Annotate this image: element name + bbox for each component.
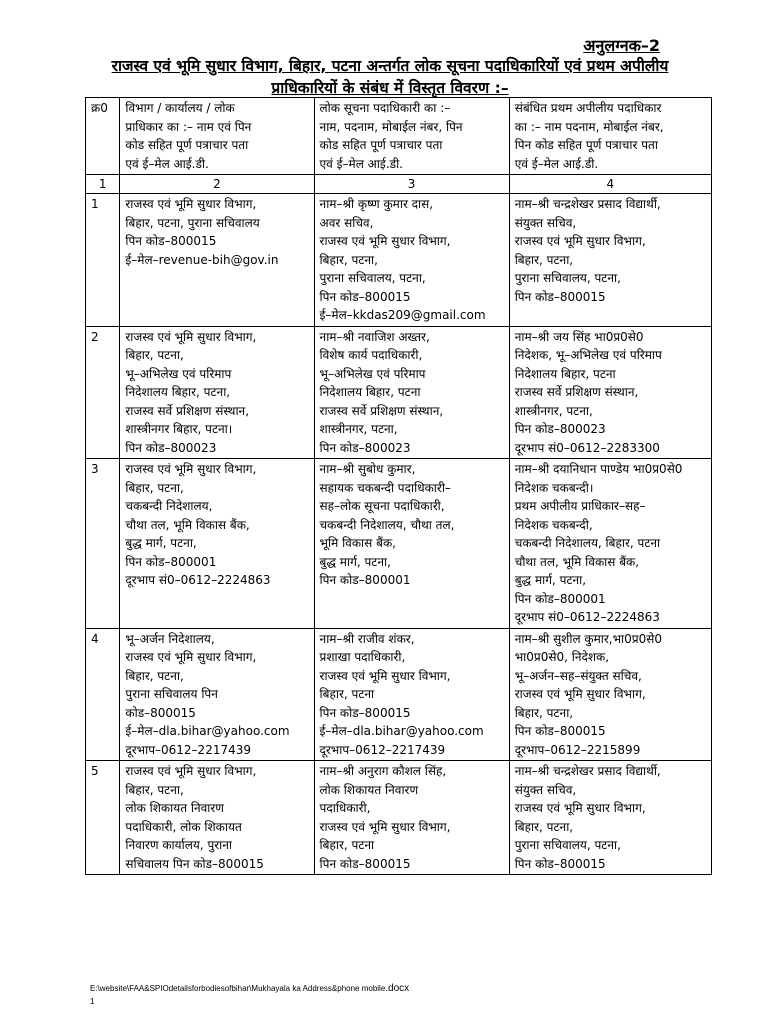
cell-line: राजस्व एवं भूमि सुधार विभाग, <box>319 668 451 683</box>
cell-line: नाम–श्री नवाजिश अख्तर, <box>319 329 430 344</box>
cell-line: बुद्ध मार्ग, पटना, <box>319 554 391 569</box>
cell-line: राजस्व एवं भूमि सुधार विभाग, <box>125 329 257 344</box>
serial-number: 1 <box>86 194 120 327</box>
pio-details-cell <box>314 628 509 761</box>
cell-line: पुराना सचिवालय, पटना, <box>514 838 621 852</box>
table-row <box>86 194 712 327</box>
cell-line: बिहार, पटना <box>319 687 375 701</box>
cell-line: राजस्व एवं भूमि सुधार विभाग, <box>125 462 257 476</box>
cell-line: बिहार, पटना, <box>125 668 184 683</box>
appellate-authority-cell <box>509 459 711 629</box>
cell-line: पुराना सचिवालय, पटना, <box>514 271 621 285</box>
cell-line: ई–मेल–dla.bihar@yahoo.com <box>125 724 290 738</box>
cell-line: शास्त्रीनगर, पटना, <box>319 422 398 436</box>
appellate-authority-cell <box>509 194 711 327</box>
cell-line: पिन कोड सहित पूर्ण पत्राचार पता <box>514 138 658 152</box>
cell-line: बुद्ध मार्ग, पटना, <box>514 573 587 587</box>
column-number: 2 <box>120 175 314 194</box>
serial-number: 5 <box>86 761 120 875</box>
cell-line: पिन कोड–800015 <box>319 289 411 304</box>
cell-line: दूरभाप सं0–0612–2224863 <box>514 610 660 624</box>
pio-details-cell <box>314 761 509 875</box>
cell-line: राजस्व एवं भूमि सुधार विभाग, <box>319 234 451 248</box>
cell-line: पिन कोड–800023 <box>125 440 217 455</box>
cell-line: लोक शिकायत निवारण <box>319 782 419 797</box>
appellate-authority-cell <box>509 628 711 761</box>
cell-line: पिन कोड–800015 <box>125 234 217 248</box>
cell-line: नाम–श्री सुबोध कुमार, <box>319 462 416 476</box>
column-number-row <box>86 175 712 194</box>
header-row <box>86 98 712 175</box>
column-number: 4 <box>509 175 711 194</box>
cell-line: पिन कोड–800015 <box>514 724 606 738</box>
cell-line: चकबन्दी निदेशालय, <box>125 499 213 513</box>
cell-line: शास्त्रीनगर बिहार, पटना। <box>125 422 233 436</box>
cell-line: निदेशालय बिहार, पटना, <box>125 385 231 399</box>
cell-line: नाम–श्री सुशील कुमार,भा0प्र0से0 <box>514 631 663 646</box>
footer-file-path <box>90 983 409 994</box>
cell-line: एवं ई–मेल आई.डी. <box>319 156 403 171</box>
cell-line: चकबन्दी निदेशालय, बिहार, पटना <box>514 536 661 550</box>
cell-line: दूरभाप–0612–2215899 <box>514 742 641 757</box>
cell-line: नाम–श्री चन्द्रशेखर प्रसाद विद्यार्थी, <box>514 197 661 211</box>
cell-line: दूरभाप सं0–0612–2283300 <box>514 440 660 455</box>
cell-line: पदाधिकारी, लोक शिकायत <box>125 819 242 834</box>
serial-number: 2 <box>86 326 120 459</box>
cell-line: बिहार, पटना, <box>514 252 574 267</box>
cell-line: पिन कोड–800023 <box>319 440 411 455</box>
cell-line: क्र0 <box>91 101 108 115</box>
cell-line: दूरभाप–0612–2217439 <box>125 742 251 757</box>
cell-line: विशेष कार्य पदाधिकारी, <box>319 348 423 362</box>
cell-line: का :– नाम पदनाम, मोबाईल नंबर, <box>514 119 664 134</box>
cell-line: निदेशालय बिहार, पटना <box>319 385 421 399</box>
cell-line: सहायक चकबन्दी पदाधिकारी– <box>319 480 451 495</box>
cell-line: सचिवालय पिन कोड–800015 <box>125 856 264 871</box>
document-title <box>70 55 710 99</box>
column-number: 1 <box>86 175 120 194</box>
cell-line: पिन कोड–800001 <box>319 573 411 587</box>
cell-line: पुराना सचिवालय, पटना, <box>319 271 426 285</box>
cell-line: राजस्व सर्वे प्रशिक्षण संस्थान, <box>125 403 250 418</box>
cell-line: कोड सहित पूर्ण पत्राचार पता <box>125 138 249 152</box>
office-address-cell <box>120 194 314 327</box>
cell-line: सह–लोक सूचना पदाधिकारी, <box>319 499 445 513</box>
cell-line: बुद्ध मार्ग, पटना, <box>125 536 197 550</box>
cell-line: राजस्व सर्वे प्रशिक्षण संस्थान, <box>514 385 639 399</box>
cell-line: दूरभाप–0612–2217439 <box>319 742 446 757</box>
title-line-1: राजस्व एवं भूमि सुधार विभाग, बिहार, पटना अन्तर्गत लोक सूचना पदाधिकारियों एवं प्रथम अपीलीय <box>111 57 669 75</box>
office-address-cell <box>120 326 314 459</box>
title-line-2: प्राधिकारियों के संबंध में विस्तृत विवरण :– <box>271 79 509 97</box>
header-cell <box>509 98 711 175</box>
header-cell <box>314 98 509 175</box>
pio-details-cell <box>314 194 509 327</box>
cell-line: भूमि विकास बैंक, <box>319 536 396 550</box>
cell-line: भू–अभिलेख एवं परिमाप <box>125 366 232 381</box>
cell-line: पिन कोड–800015 <box>514 856 606 871</box>
column-number: 3 <box>314 175 509 194</box>
table-row <box>86 761 712 875</box>
cell-line: कोड–800015 <box>125 705 196 720</box>
cell-line: पिन कोड–800015 <box>319 856 411 871</box>
cell-line: बिहार, पटना, <box>514 705 574 720</box>
cell-line: भू–अर्जन निदेशालय, <box>125 631 215 646</box>
cell-line: पिन कोड–800015 <box>514 289 606 304</box>
cell-line: बिहार, पटना, <box>319 252 378 267</box>
cell-line: निदेशक चकबन्दी, <box>514 517 593 532</box>
footer-path-ext: .docx <box>385 983 410 994</box>
cell-line: निदेशक चकबन्दी। <box>514 480 594 495</box>
cell-line: ई–मेल–dla.bihar@yahoo.com <box>319 724 484 738</box>
cell-line: पिन कोड–800023 <box>514 422 606 436</box>
cell-line: प्रथम अपीलीय प्राधिकार–सह– <box>514 499 646 513</box>
header-cell <box>86 98 120 175</box>
cell-line: बिहार, पटना, <box>125 782 184 797</box>
cell-line: राजस्व एवं भूमि सुधार विभाग, <box>125 764 257 778</box>
cell-line: बिहार, पटना, <box>125 480 184 495</box>
cell-line: निदेशक, भू–अभिलेख एवं परिमाप <box>514 348 662 362</box>
office-address-cell <box>120 761 314 875</box>
header-cell <box>120 98 314 175</box>
cell-line: राजस्व एवं भूमि सुधार विभाग, <box>514 687 646 701</box>
cell-line: प्रशाखा पदाधिकारी, <box>319 650 406 664</box>
cell-line: बिहार, पटना, <box>514 819 574 834</box>
office-address-cell <box>120 628 314 761</box>
cell-line: प्राधिकार का :– नाम एवं पिन <box>125 119 252 134</box>
table-row <box>86 459 712 629</box>
cell-line: एवं ई–मेल आई.डी. <box>125 156 209 171</box>
cell-line: नाम–श्री चन्द्रशेखर प्रसाद विद्यार्थी, <box>514 764 661 778</box>
cell-line: नाम–श्री कृष्ण कुमार दास, <box>319 197 434 211</box>
appellate-authority-cell <box>509 761 711 875</box>
cell-line: बिहार, पटना, <box>125 348 184 362</box>
officials-table <box>85 97 712 875</box>
cell-line: पुराना सचिवालय पिन <box>125 687 218 701</box>
cell-line: पदाधिकारी, <box>319 801 371 815</box>
cell-line: निदेशालय बिहार, पटना <box>514 366 616 381</box>
pio-details-cell <box>314 459 509 629</box>
cell-line: शास्त्रीनगर, पटना, <box>514 403 593 418</box>
table-row <box>86 326 712 459</box>
cell-line: लोक शिकायत निवारण <box>125 801 224 815</box>
cell-line: चकबन्दी निदेशालय, चौथा तल, <box>319 517 455 532</box>
cell-line: भू–अर्जन–सह–संयुक्त सचिव, <box>514 668 642 683</box>
cell-line: विभाग / कार्यालय / लोक <box>125 101 235 115</box>
cell-line: संयुक्त सचिव, <box>514 782 577 797</box>
cell-line: ई–मेल–revenue-bih@gov.in <box>125 252 279 267</box>
cell-line: नाम, पदनाम, मोबाईल नंबर, पिन <box>319 119 463 134</box>
cell-line: राजस्व एवं भूमि सुधार विभाग, <box>125 197 257 211</box>
cell-line: राजस्व सर्वे प्रशिक्षण संस्थान, <box>319 403 444 418</box>
office-address-cell <box>120 459 314 629</box>
annexure-label: अनुलग्नक–2 <box>583 36 660 55</box>
cell-line: पिन कोड–800001 <box>125 554 217 569</box>
cell-line: एवं ई–मेल आई.डी. <box>514 156 599 171</box>
cell-line: बिहार, पटना, पुराना सचिवालय <box>125 215 260 230</box>
cell-line: बिहार, पटना <box>319 838 375 852</box>
cell-line: पिन कोड–800015 <box>319 705 411 720</box>
cell-line: ई–मेल–kkdas209@gmail.com <box>319 308 486 322</box>
cell-line: निवारण कार्यालय, पुराना <box>125 838 233 852</box>
cell-line: नाम–श्री जय सिंह भा0प्र0से0 <box>514 329 644 344</box>
pio-details-cell <box>314 326 509 459</box>
cell-line: राजस्व एवं भूमि सुधार विभाग, <box>125 650 257 664</box>
cell-line: राजस्व एवं भूमि सुधार विभाग, <box>514 801 646 815</box>
cell-line: भा0प्र0से0, निदेशक, <box>514 650 610 664</box>
cell-line: पिन कोड–800001 <box>514 591 606 606</box>
cell-line: राजस्व एवं भूमि सुधार विभाग, <box>319 819 451 834</box>
table-row <box>86 628 712 761</box>
cell-line: संबंधित प्रथम अपीलीय पदाधिकार <box>514 101 662 115</box>
footer-path-text: E:\website\FAA&SPIOdetailsforbodiesofbihar\Mukhayala ka Address&phone mobile <box>90 984 386 993</box>
serial-number: 3 <box>86 459 120 629</box>
cell-line: नाम–श्री दयानिधान पाण्डेय भा0प्र0से0 <box>514 462 683 476</box>
cell-line: नाम–श्री राजीव शंकर, <box>319 631 415 646</box>
cell-line: लोक सूचना पदाधिकारी का :– <box>319 101 451 115</box>
cell-line: अवर सचिव, <box>319 215 374 230</box>
cell-line: संयुक्त सचिव, <box>514 215 577 230</box>
cell-line: चौथा तल, भूमि विकास बैंक, <box>125 517 250 532</box>
cell-line: कोड सहित पूर्ण पत्राचार पता <box>319 138 443 152</box>
cell-line: चौथा तल, भूमि विकास बैंक, <box>514 554 640 569</box>
appellate-authority-cell <box>509 326 711 459</box>
cell-line: राजस्व एवं भूमि सुधार विभाग, <box>514 234 646 248</box>
cell-line: भू–अभिलेख एवं परिमाप <box>319 366 426 381</box>
cell-line: नाम–श्री अनुराग कौशल सिंह, <box>319 764 447 778</box>
cell-line: दूरभाप सं0–0612–2224863 <box>125 573 271 587</box>
page-number: 1 <box>90 997 95 1006</box>
serial-number: 4 <box>86 628 120 761</box>
